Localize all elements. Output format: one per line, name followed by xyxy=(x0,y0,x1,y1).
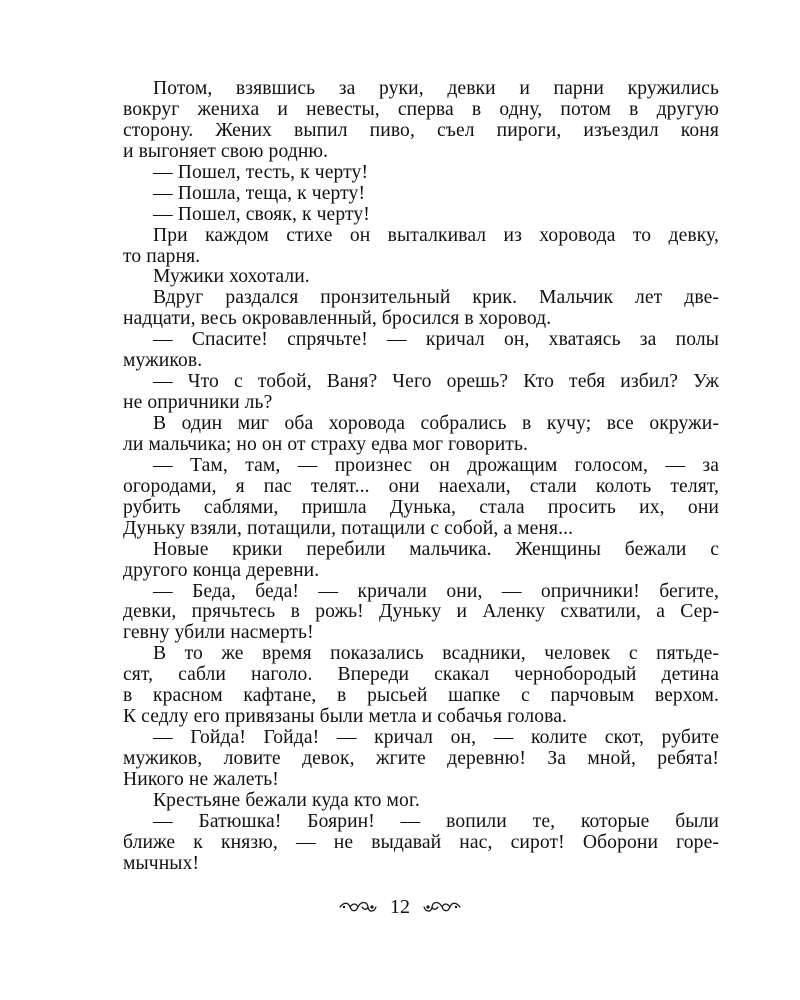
text-line: — Пошел, тесть, к черту! xyxy=(153,161,369,183)
text-line: девки, прячьтесь в рожь! Дуньку и Аленку схватили, а Сер- xyxy=(123,601,719,623)
text-line: — Батюшка! Боярин! — вопили те, которые были xyxy=(153,810,719,832)
text-line: При каждом стихе он выталкивал из хоровода то девку, xyxy=(153,224,719,246)
text-line: Потом, взявшись за руки, девки и парни кружились xyxy=(153,78,719,99)
text-line: ли мальчика; но он от страху едва мог говорить. xyxy=(123,433,528,455)
text-line: Мужики хохотали. xyxy=(153,266,310,288)
text-line: Крестьяне бежали куда кто мог. xyxy=(153,789,420,811)
text-line: Никого не жалеть! xyxy=(123,768,279,790)
text-line: — Пошла, теща, к черту! xyxy=(153,182,366,204)
text-line: Вдруг раздался пронзительный крик. Мальчик лет две- xyxy=(153,287,719,309)
floral-ornament-icon xyxy=(338,899,378,915)
text-line: рубить саблями, пришла Дунька, стала просить их, они xyxy=(123,496,719,518)
text-line: В то же время показались всадники, человек с пятьде- xyxy=(153,643,719,665)
text-line: и выгоняет свою родню. xyxy=(123,140,329,162)
text-line: Дуньку взяли, потащили, потащили с собой, а меня... xyxy=(123,517,574,539)
text-line: надцати, весь окровавленный, бросился в хоровод. xyxy=(123,308,552,330)
text-line: — Гойда! Гойда! — кричал он, — колите скот, рубите xyxy=(153,727,719,749)
text-line: — Беда, беда! — кричали они, — опричники! бегите, xyxy=(153,580,719,602)
page-footer xyxy=(0,893,800,921)
text-line: не опричники ль? xyxy=(123,392,273,414)
text-line: то парня. xyxy=(123,245,201,267)
text-line: вокруг жениха и невесты, сперва в одну, потом в другую xyxy=(123,98,719,120)
text-line: другого конца деревни. xyxy=(123,559,320,581)
text-line: мужиков, ловите девок, жгите деревню! За мной, ребята! xyxy=(123,748,719,769)
text-line: — Пошел, свояк, к черту! xyxy=(153,203,370,225)
text-line: Новые крики перебили мальчика. Женщины бежали с xyxy=(153,538,719,560)
text-body xyxy=(123,79,719,875)
text-line: ближе к князю, — не выдавай нас, сирот! Оборони горе- xyxy=(123,831,719,853)
text-line: сят, сабли наголо. Впереди скакал чернобородый детина xyxy=(123,664,719,686)
text-line: В один миг оба хоровода собрались в кучу; все окружи- xyxy=(153,413,719,434)
text-line: в красном кафтане, в рысьей шапке с парчовым верхом. xyxy=(123,685,719,707)
text-line: мужиков. xyxy=(123,350,203,372)
floral-ornament-icon xyxy=(422,899,462,915)
text-line: гевну убили насмерть! xyxy=(123,622,314,644)
text-line: — Там, там, — произнес он дрожащим голосом, — за xyxy=(153,454,719,476)
page-number: 12 xyxy=(390,896,410,918)
text-line: мычных! xyxy=(123,852,200,874)
text-line: — Что с тобой, Ваня? Чего орешь? Кто тебя избил? Уж xyxy=(153,371,719,393)
text-line: огородами, я пас телят... они наехали, стали колоть телят, xyxy=(123,475,719,497)
text-line: сторону. Жених выпил пиво, съел пироги, изъездил коня xyxy=(123,119,719,141)
text-line: К седлу его привязаны были метла и собачья голова. xyxy=(123,706,568,728)
text-line: — Спасите! спрячьте! — кричал он, хватаясь за полы xyxy=(153,329,719,351)
